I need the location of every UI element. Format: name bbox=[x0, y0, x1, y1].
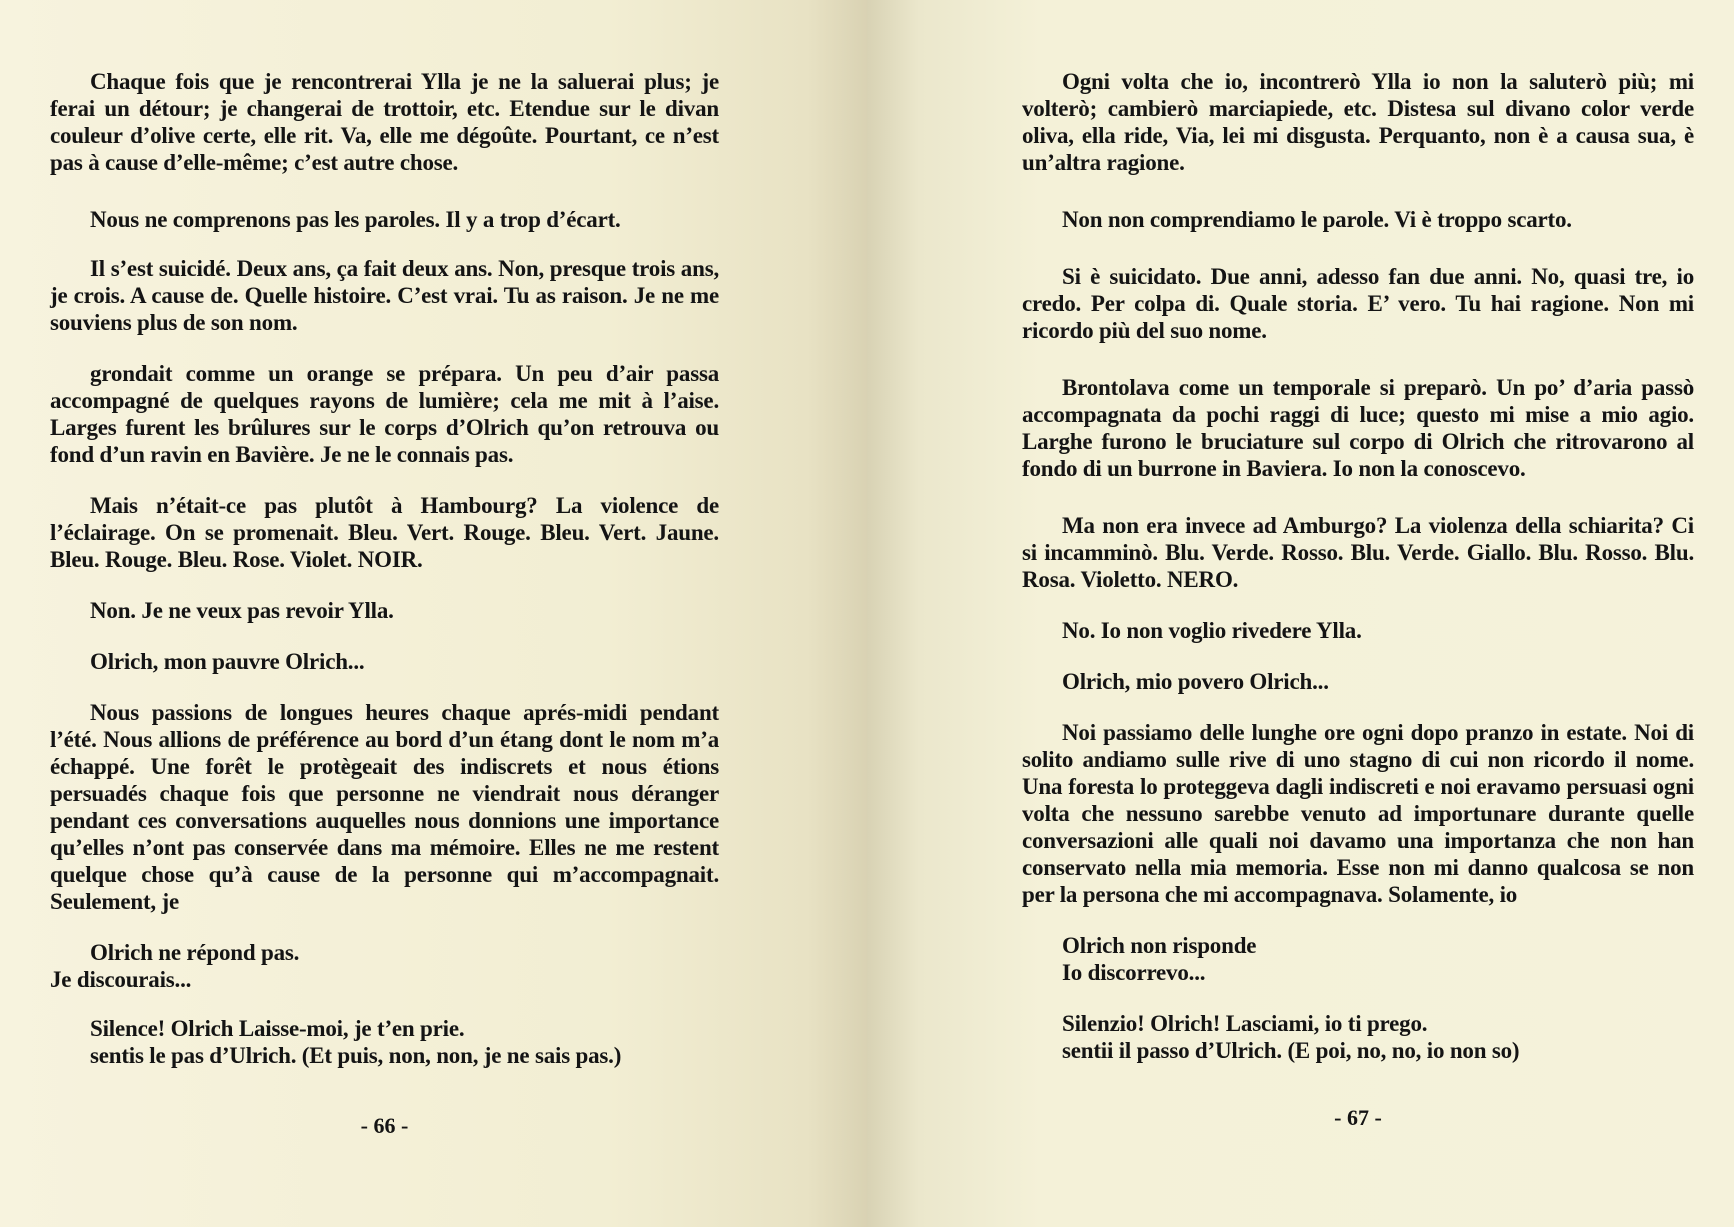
paragraph: Ma non era invece ad Amburgo? La violenza della schiarita? Ci si incamminò. Blu. Verde. Rosso. Blu. Verde. Giallo. Blu. Rosso. Blu. Rosa. Violetto. NERO. bbox=[1022, 513, 1694, 592]
paragraph: Chaque fois que je rencontrerai Ylla je ne la saluerai plus; je ferai un détour; je changerai de trottoir, etc. Etendue sur le divan couleur d’olive certe, elle rit. Va, elle me dégoûte. Pourtant, ce n’est pas à cause d’elle-même; c’est autre chose. bbox=[50, 69, 719, 175]
paragraph: No. Io non voglio rivedere Ylla. bbox=[1062, 618, 1362, 643]
paragraph: Olrich, mon pauvre Olrich... bbox=[90, 649, 365, 674]
page-number: - 66 - bbox=[360, 1113, 409, 1138]
paragraph: Non. Je ne veux pas revoir Ylla. bbox=[90, 598, 394, 623]
text-line: Olrich ne répond pas. bbox=[90, 940, 300, 965]
left-page-text bbox=[50, 68, 719, 1069]
text-line: Olrich non risponde bbox=[1062, 933, 1257, 958]
right-page bbox=[867, 0, 1734, 1227]
paragraph: Nous ne comprenons pas les paroles. Il y a trop d’écart. bbox=[90, 207, 621, 232]
text-line: Silence! Olrich Laisse-moi, je t’en prie. bbox=[90, 1016, 465, 1041]
paragraph: grondait comme un orange se prépara. Un peu d’air passa accompagné de quelques rayons de lumière; cela me mit à l’aise. Larges furent les brûlures sur le corps d’Olrich qu’on retrouva ou fond d’un ravin en Bavière. Je ne le connais pas. bbox=[50, 361, 719, 467]
paragraph: Noi passiamo delle lunghe ore ogni dopo pranzo in estate. Noi di solito andiamo sulle rive di uno stagno di cui non ricordo il nome. Una foresta lo proteggeva dagli indiscreti e noi eravamo persuasi ogni volta che nessuno sarebbe venuto ad importunare durante quelle conversazioni alle quali noi davamo una importanza che non han conservato nella mia memoria. Esse non mi danno qualcosa se non per la persona che mi accompagnava. Solamente, io bbox=[1022, 720, 1694, 907]
paragraph: Non non comprendiamo le parole. Vi è troppo scarto. bbox=[1062, 207, 1572, 232]
text-line: sentis le pas d’Ulrich. (Et puis, non, non, je ne sais pas.) bbox=[90, 1043, 622, 1068]
text-line: Io discorrevo... bbox=[1062, 960, 1206, 985]
paragraph: Nous passions de longues heures chaque aprés-midi pendant l’été. Nous allions de préférence au bord d’un étang dont le nom m’a échappé. Une forêt le protègeait des indiscrets et nous étions persuadés chaque fois que personne ne viendrait nous déranger pendant ces conversations auquelles nous donnions une importance qu’elles n’ont pas conservée dans ma mémoire. Elles ne me restent quelque chose qu’à cause de la personne qui m’accompagnait. Seulement, je bbox=[50, 700, 719, 914]
text-line: sentii il passo d’Ulrich. (E poi, no, no, io non so) bbox=[1062, 1038, 1520, 1063]
paragraph: Il s’est suicidé. Deux ans, ça fait deux ans. Non, presque trois ans, je crois. A cause de. Quelle histoire. C’est vrai. Tu as raison. Je ne me souviens plus de son nom. bbox=[50, 256, 719, 335]
paragraph: Olrich, mio povero Olrich... bbox=[1062, 669, 1329, 694]
page-number: - 67 - bbox=[1334, 1105, 1382, 1130]
paragraph: Brontolava come un temporale si preparò. Un po’ d’aria passò accompagnata da pochi raggi di luce; questo mi mise a mio agio. Larghe furono le bruciature sul corpo di Olrich che ritrovarono al fondo di un burrone in Baviera. Io non la conoscevo. bbox=[1022, 375, 1694, 481]
paragraph: Ogni volta che io, incontrerò Ylla io non la saluterò più; mi volterò; cambierò marciapiede, etc. Distesa sul divano color verde oliva, ella ride, Via, lei mi disgusta. Perquanto, non è a causa sua, è un’altra ragione. bbox=[1022, 69, 1694, 175]
paragraph: Mais n’était-ce pas plutôt à Hambourg? La violence de l’éclairage. On se promenait. Bleu. Vert. Rouge. Bleu. Vert. Jaune. Bleu. Rouge. Bleu. Rose. Violet. NOIR. bbox=[50, 493, 719, 572]
right-page-text bbox=[1022, 68, 1694, 1064]
text-line: Je discourais... bbox=[50, 967, 192, 992]
paragraph: Si è suicidato. Due anni, adesso fan due anni. No, quasi tre, io credo. Per colpa di. Quale storia. E’ vero. Tu hai ragione. Non mi ricordo più del suo nome. bbox=[1022, 264, 1694, 343]
text-line: Silenzio! Olrich! Lasciami, io ti prego. bbox=[1062, 1011, 1428, 1036]
